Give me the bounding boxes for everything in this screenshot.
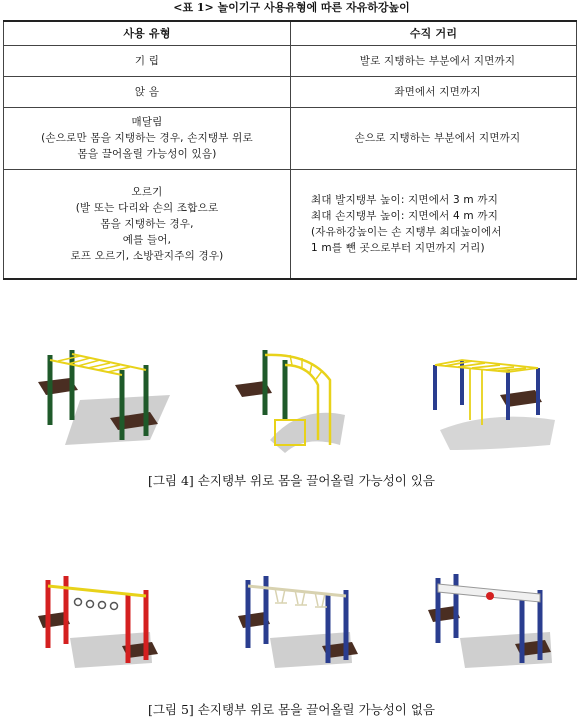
- usage-line: (발 또는 다리와 손의 조합으로: [75, 201, 219, 214]
- usage-line: 기 립: [134, 54, 160, 67]
- usage-cell: [4, 45, 291, 76]
- slide-rail-illustration: [420, 568, 560, 678]
- table-row: [4, 107, 577, 169]
- distance-line: 최대 발지탱부 높이: 지면에서 3 m 까지: [311, 193, 499, 206]
- usage-line: 몸을 끌어올릴 가능성이 있음): [77, 148, 217, 160]
- distance-cell: [291, 169, 577, 279]
- figure4-caption: [그림 4] 손지탱부 위로 몸을 끌어올릴 가능성이 있음: [147, 473, 436, 488]
- usage-line: 예를 들어,: [122, 233, 172, 246]
- ground-shadow: [440, 417, 555, 450]
- trapeze-bars-illustration: [230, 568, 360, 678]
- free-fall-height-table: [3, 20, 577, 280]
- distance-cell: [291, 107, 577, 169]
- figure5-caption: [그림 5] 손지탱부 위로 몸을 끌어올릴 가능성이 없음: [147, 702, 436, 717]
- trolley-handle: [486, 592, 494, 600]
- header-vertical-distance: 수직 거리: [291, 21, 577, 45]
- usage-line: 앉 음: [134, 85, 160, 98]
- table-row: [4, 76, 577, 107]
- figure4-illustrations: [0, 340, 583, 460]
- usage-cell: [4, 169, 291, 279]
- distance-line: (자유하강높이는 손 지탱부 최대높이에서: [311, 225, 502, 238]
- figure5-illustrations: [0, 568, 583, 688]
- usage-cell: [4, 107, 291, 169]
- usage-line: 매달림: [131, 116, 163, 128]
- table-caption: <표 1> 놀이기구 사용유형에 따른 자유하강높이: [173, 1, 410, 14]
- distance-line: 손으로 지탱하는 부분에서 지면까지: [354, 132, 521, 144]
- distance-line: 최대 손지탱부 높이: 지면에서 4 m 까지: [311, 209, 499, 222]
- usage-line: 오르기: [131, 185, 163, 198]
- usage-line: (손으로만 몸을 지탱하는 경우, 손지탱부 위로: [41, 132, 253, 144]
- ground-shadow: [270, 413, 345, 453]
- header-usage-type: 사용 유형: [4, 21, 291, 45]
- ring-bars-illustration: [30, 568, 160, 678]
- distance-line: 발로 지탱하는 부분에서 지면까지: [359, 54, 516, 67]
- hanging-rings: [75, 599, 118, 610]
- usage-line: 몸을 지탱하는 경우,: [100, 217, 194, 230]
- distance-line: 1 m를 뺀 곳으로부터 지면까지 거리): [311, 241, 485, 254]
- curved-ladder-illustration: [230, 345, 360, 460]
- usage-line: 로프 오르기, 소방관지주의 경우): [70, 249, 224, 262]
- table-header-row: [4, 21, 577, 45]
- table-row: [4, 45, 577, 76]
- distance-cell: [291, 45, 577, 76]
- usage-cell: [4, 76, 291, 107]
- table-row: [4, 169, 577, 279]
- climbing-frame-illustration: [410, 350, 560, 460]
- distance-line: 좌면에서 지면까지: [394, 85, 481, 98]
- overhead-ladder-illustration: [30, 340, 180, 455]
- beam: [248, 586, 346, 596]
- beam: [48, 586, 146, 596]
- distance-cell: [291, 76, 577, 107]
